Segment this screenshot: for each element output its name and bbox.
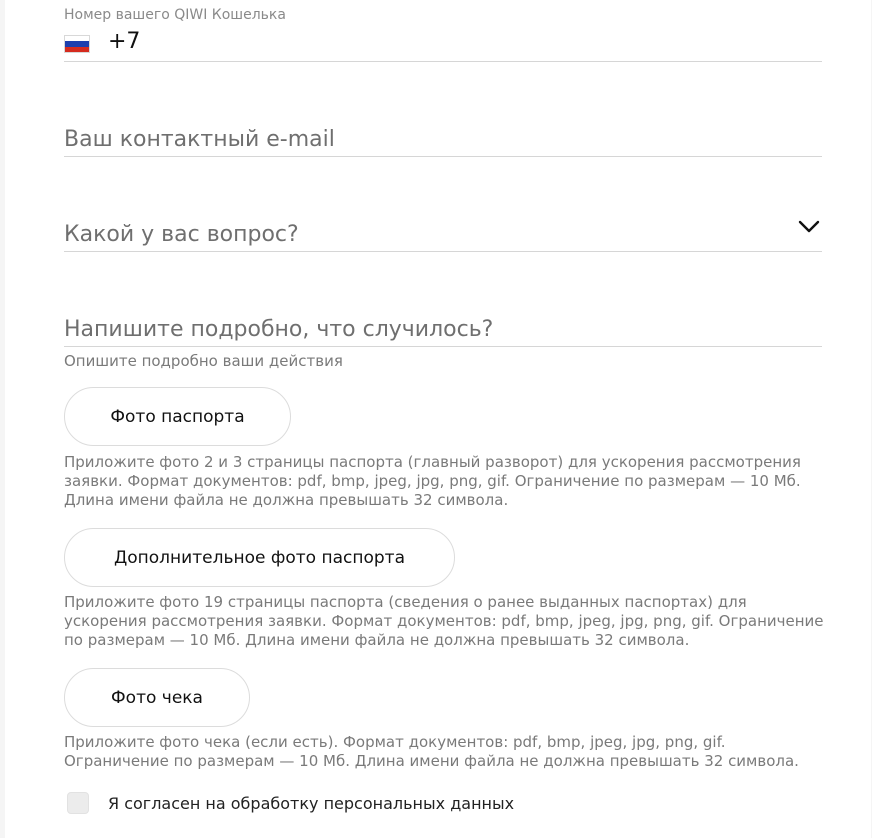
details-textarea[interactable]: [64, 290, 822, 347]
receipt-photo-description: Приложите фото чека (если есть). Формат документов: pdf, bmp, jpeg, jpg, png, gif. Ограничение по размерам — 10 Мб. Длина имени файла не должна превышать 32 символа.: [64, 733, 799, 770]
email-placeholder: Ваш контактный e-mail: [64, 127, 335, 152]
russia-flag-icon[interactable]: [64, 35, 90, 53]
support-form: [5, 0, 871, 838]
chevron-down-icon[interactable]: [798, 220, 820, 234]
phone-field[interactable]: [64, 0, 822, 62]
passport-photo-button[interactable]: Фото паспорта: [64, 387, 291, 446]
details-hint: Опишите подробно ваши действия: [64, 352, 343, 370]
receipt-photo-button[interactable]: Фото чека: [64, 668, 250, 727]
additional-passport-photo-button[interactable]: Дополнительное фото паспорта: [64, 528, 455, 587]
consent-checkbox[interactable]: [67, 792, 89, 814]
details-placeholder: Напишите подробно, что случилось?: [64, 317, 494, 342]
consent-label[interactable]: Я согласен на обработку персональных данных: [108, 793, 515, 813]
phone-prefix[interactable]: +7: [108, 29, 141, 54]
consent-row[interactable]: [67, 791, 514, 815]
phone-label: Номер вашего QIWI Кошелька: [64, 7, 286, 23]
additional-passport-photo-description: Приложите фото 19 страницы паспорта (сведения о ранее выданных паспортах) для ускорения рассмотрения заявки. Формат документов: pdf, bmp, jpeg, jpg, png, gif. Ограничение по размерам — 10 Мб. Длина имени файла не должна превышать 32 символа.: [64, 593, 824, 649]
question-select[interactable]: [64, 196, 822, 252]
passport-photo-description: Приложите фото 2 и 3 страницы паспорта (главный разворот) для ускорения рассмотрения заявки. Формат документов: pdf, bmp, jpeg, jpg, png, gif. Ограничение по размерам — 10 Мб. Длина имени файла не должна превышать 32 символа.: [64, 453, 801, 509]
email-field[interactable]: [64, 100, 822, 157]
question-placeholder: Какой у вас вопрос?: [64, 222, 299, 247]
